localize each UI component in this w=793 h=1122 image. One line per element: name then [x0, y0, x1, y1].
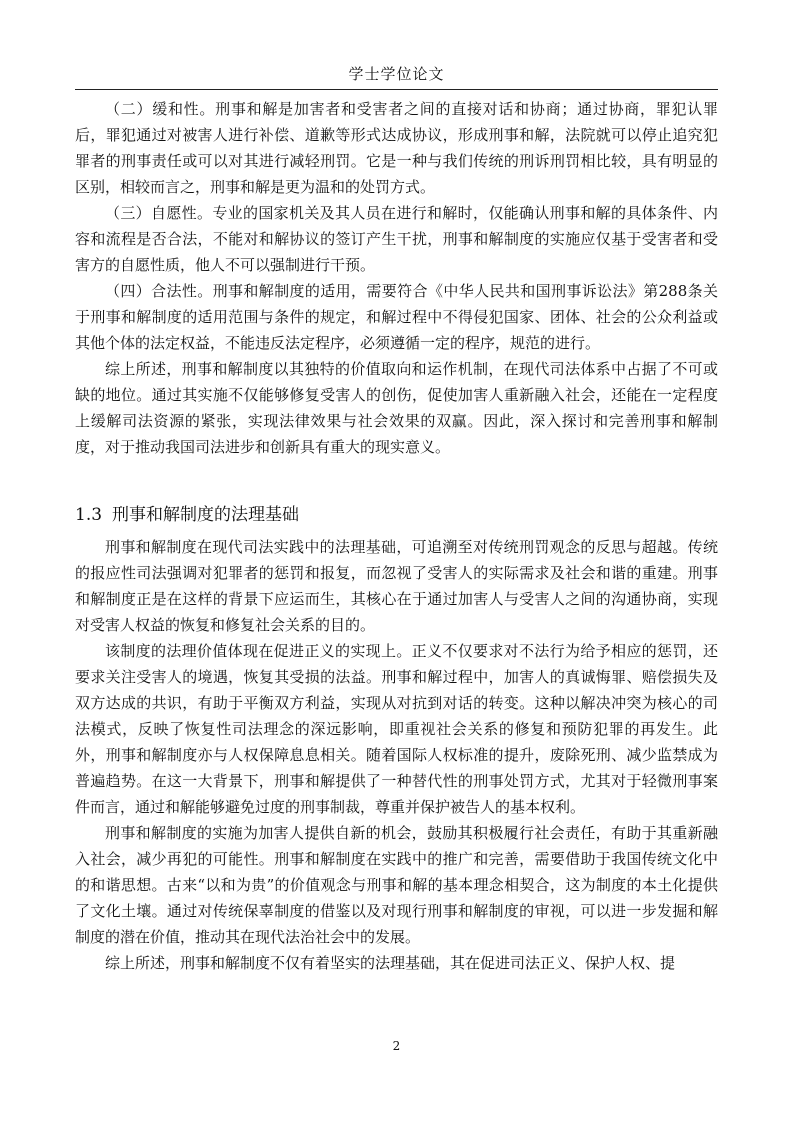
body-text-top	[75, 96, 718, 460]
paragraph-summary: 综上所述，刑事和解制度以其独特的价值取向和运作机制，在现代司法体系中占据了不可或缺的地位。通过其实施不仅能够修复受害人的创伤，促使加害人重新融入社会，还能在一定程度上缓解司法资源的紧张，实现法律效果与社会效果的双赢。因此，深入探讨和完善刑事和解制度，对于推动我国司法进步和创新具有重大的现实意义。	[75, 360, 718, 456]
paragraph-legal-basis: 刑事和解制度在现代司法实践中的法理基础，可追溯至对传统刑罚观念的反思与超越。传统的报应性司法强调对犯罪者的惩罚和报复，而忽视了受害人的实际需求及社会和谐的重建。刑事和解制度正是在这样的背景下应运而生，其核心在于通过加害人与受害人之间的沟通协商，实现对受害人权益的恢复和修复社会关系的目的。	[75, 538, 718, 634]
running-header: 学士学位论文	[348, 65, 445, 83]
header-rule	[75, 89, 718, 90]
paragraph-rehabilitation: 刑事和解制度的实施为加害人提供自新的机会，鼓励其积极履行社会责任，有助于其重新融入社会，减少再犯的可能性。刑事和解制度在实践中的推广和完善，需要借助于我国传统文化中的和谐思想。古来“以和为贵”的价值观念与刑事和解的基本理念相契合，这为制度的本土化提供了文化土壤。通过对传统保辜制度的借鉴以及对现行刑事和解制度的审视，可以进一步发掘和解制度的潜在价值，推动其在现代法治社会中的发展。	[75, 824, 718, 946]
page-number: 2	[392, 1039, 401, 1053]
section-number: 1.3	[75, 505, 103, 525]
section-title: 刑事和解制度的法理基础	[112, 505, 300, 525]
body-text-section	[75, 534, 718, 976]
paragraph-voluntariness: （三）自愿性。专业的国家机关及其人员在进行和解时，仅能确认刑事和解的具体条件、内容和流程是否合法，不能对和解协议的签订产生干扰，刑事和解制度的实施应仅基于受害者和受害方的自愿性质，他人不可以强制进行干预。	[75, 204, 718, 274]
section-heading	[75, 503, 718, 527]
paragraph-mildness: （二）缓和性。刑事和解是加害者和受害者之间的直接对话和协商；通过协商，罪犯认罪后，罪犯通过对被害人进行补偿、道歉等形式达成协议，形成刑事和解，法院就可以停止追究犯罪者的刑事责任或可以对其进行减轻刑罚。它是一种与我们传统的刑诉刑罚相比较，具有明显的区别，相较而言之，刑事和解是更为温和的处罚方式。	[75, 100, 718, 196]
paragraph-legality: （四）合法性。刑事和解制度的适用，需要符合《中华人民共和国刑事诉讼法》第288条关于刑事和解制度的适用范围与条件的规定，和解过程中不得侵犯国家、团体、社会的公众利益或其他个体的法定权益，不能违反法定程序，必须遵循一定的程序，规范的进行。	[75, 282, 718, 352]
paragraph-justice-value: 该制度的法理价值体现在促进正义的实现上。正义不仅要求对不法行为给予相应的惩罚，还要求关注受害人的境遇，恢复其受损的法益。刑事和解过程中，加害人的真诚悔罪、赔偿损失及双方达成的共识，有助于平衡双方利益，实现从对抗到对话的转变。这种以解决冲突为核心的司法模式，反映了恢复性司法理念的深远影响，即重视社会关系的修复和预防犯罪的再发生。此外，刑事和解制度亦与人权保障息息相关。随着国际人权标准的提升，废除死刑、减少监禁成为普遍趋势。在这一大背景下，刑事和解提供了一种替代性的刑事处罚方式，尤其对于轻微刑事案件而言，通过和解能够避免过度的刑事制裁，尊重并保护被告人的基本权利。	[75, 642, 718, 816]
paragraph-conclusion: 综上所述，刑事和解制度不仅有着坚实的法理基础，其在促进司法正义、保护人权、提	[105, 954, 676, 972]
